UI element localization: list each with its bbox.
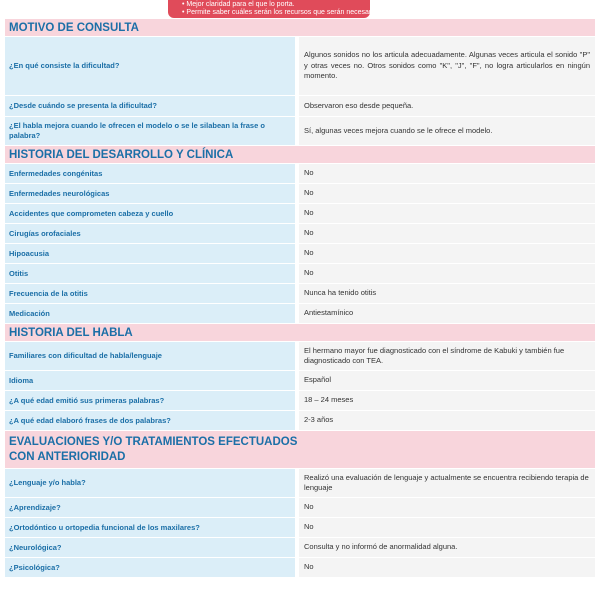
table-row <box>5 244 595 264</box>
section-header-historia-habla: HISTORIA DEL HABLA <box>5 324 595 342</box>
row-answer: 18 – 24 meses <box>295 391 595 410</box>
section-header-historia-desarrollo: HISTORIA DEL DESARROLLO Y CLÍNICA <box>5 146 595 164</box>
section-title-line-2: CON ANTERIORIDAD <box>9 450 126 463</box>
row-question: ¿Neurológica? <box>5 538 295 557</box>
table-row <box>5 469 595 498</box>
row-answer: Sí, algunas veces mejora cuando se le ofrece el modelo. <box>295 117 595 145</box>
row-answer: Nunca ha tenido otitis <box>295 284 595 303</box>
row-answer: No <box>295 204 595 223</box>
row-answer: 2-3 años <box>295 411 595 430</box>
section-header-evaluaciones <box>5 431 595 469</box>
row-question: Accidentes que comprometen cabeza y cuello <box>5 204 295 223</box>
callout-note <box>168 0 470 18</box>
table-row <box>5 117 595 146</box>
row-question: Frecuencia de la otitis <box>5 284 295 303</box>
row-question: Idioma <box>5 371 295 390</box>
section-title-block <box>9 435 297 465</box>
table-row <box>5 284 595 304</box>
section-header-motivo: MOTIVO DE CONSULTA <box>5 19 595 37</box>
callout-bullet-2-text: Permite saber cuáles serán los recursos que serán necesarios para recoger la información. <box>186 8 470 16</box>
table-row <box>5 164 595 184</box>
row-answer: El hermano mayor fue diagnosticado con el síndrome de Kabuki y también fue diagnosticado con TEA. <box>295 342 595 370</box>
row-answer: Español <box>295 371 595 390</box>
row-question: Medicación <box>5 304 295 323</box>
row-question: Hipoacusia <box>5 244 295 263</box>
row-answer: No <box>295 518 595 537</box>
table-row <box>5 391 595 411</box>
table-row <box>5 304 595 324</box>
row-answer: No <box>295 264 595 283</box>
table-row <box>5 96 595 117</box>
table-row <box>5 37 595 96</box>
callout-bullet-1: • Mejor claridad para el que lo porta. <box>182 1 295 8</box>
form-sheet <box>5 19 595 578</box>
row-question: Familiares con dificultad de habla/lenguaje <box>5 342 295 370</box>
row-question: ¿A qué edad emitió sus primeras palabras? <box>5 391 295 410</box>
row-answer: Antiestamínico <box>295 304 595 323</box>
table-row <box>5 264 595 284</box>
callout-bullet-2: • Permite saber cuáles serán los recursos que serán necesarios para recoger la información. <box>182 8 470 16</box>
table-row <box>5 538 595 558</box>
callout-bullet-1-text: Mejor claridad para el que lo porta. <box>186 1 295 8</box>
row-question: Otitis <box>5 264 295 283</box>
row-answer: Realizó una evaluación de lenguaje y actualmente se encuentra recibiendo terapia de lenguaje <box>295 469 595 497</box>
row-question: ¿Aprendizaje? <box>5 498 295 517</box>
row-question: Cirugías orofaciales <box>5 224 295 243</box>
table-row <box>5 558 595 578</box>
row-question: ¿Desde cuándo se presenta la dificultad? <box>5 96 295 116</box>
row-question: Enfermedades neurológicas <box>5 184 295 203</box>
row-question: ¿Lenguaje y/o habla? <box>5 469 295 497</box>
table-row <box>5 498 595 518</box>
row-answer: Consulta y no informó de anormalidad alguna. <box>295 538 595 557</box>
row-answer: No <box>295 558 595 577</box>
row-answer: No <box>295 498 595 517</box>
row-answer: Observaron eso desde pequeña. <box>295 96 595 116</box>
table-row <box>5 184 595 204</box>
row-question: ¿En qué consiste la dificultad? <box>5 37 295 95</box>
row-answer: No <box>295 224 595 243</box>
table-row <box>5 518 595 538</box>
row-question: ¿A qué edad elaboró frases de dos palabras? <box>5 411 295 430</box>
row-answer: No <box>295 184 595 203</box>
row-question: ¿Ortodóntico u ortopedia funcional de los maxilares? <box>5 518 295 537</box>
row-answer: No <box>295 244 595 263</box>
table-row <box>5 204 595 224</box>
row-question: ¿Psicológica? <box>5 558 295 577</box>
row-question: ¿El habla mejora cuando le ofrecen el modelo o se le silabean la frase o palabra? <box>5 117 295 145</box>
row-question: Enfermedades congénitas <box>5 164 295 183</box>
section-title-line-1: EVALUACIONES Y/O TRATAMIENTOS EFECTUADOS <box>9 435 298 448</box>
table-row <box>5 224 595 244</box>
row-answer: Algunos sonidos no los articula adecuadamente. Algunas veces articula el sonido "P" y otras veces no. Otros sonidos como "K", "J", "F", no logra articularlos en ningún momento. <box>295 37 595 95</box>
row-answer: No <box>295 164 595 183</box>
table-row <box>5 411 595 431</box>
table-row <box>5 371 595 391</box>
table-row <box>5 342 595 371</box>
